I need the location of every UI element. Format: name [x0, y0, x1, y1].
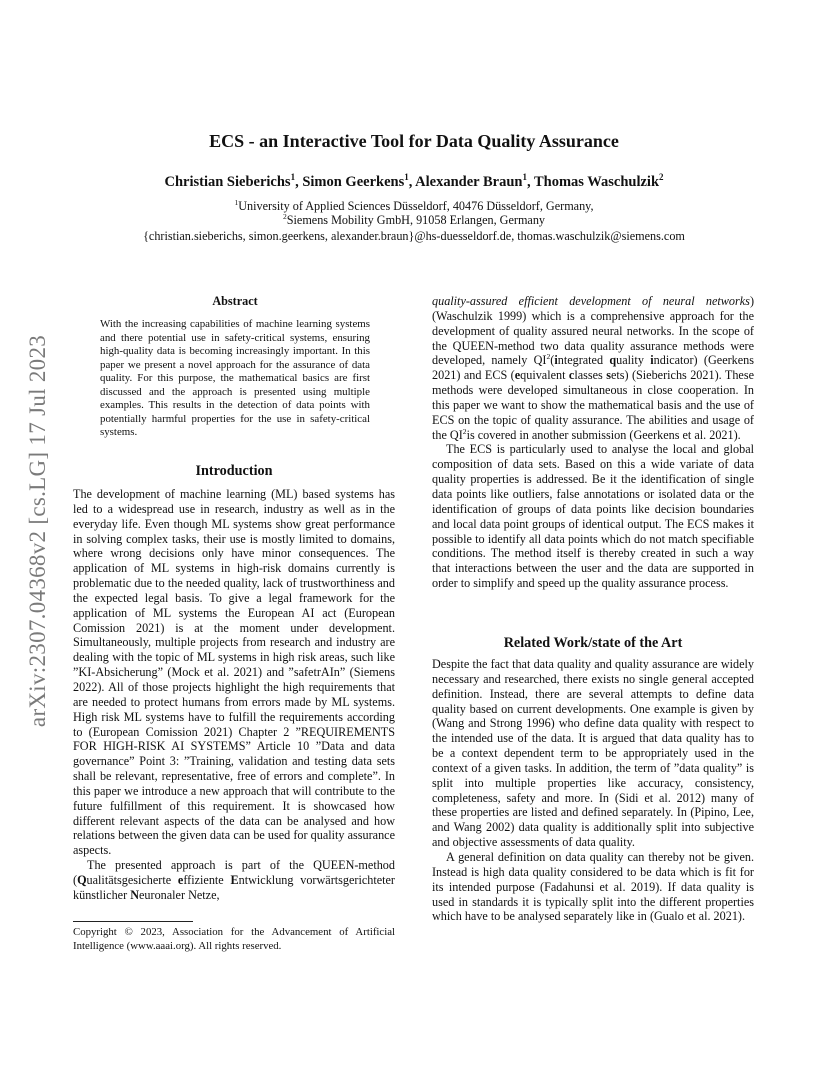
paper-title: ECS - an Interactive Tool for Data Quality Assurance	[209, 131, 619, 151]
text-run: ntwicklung vorwärtsgerichteter künstlicher	[73, 872, 395, 902]
abstract-text: With the increasing capabilities of machine learning systems and there potential use in safety-critical systems, ensuring high-quality data is becoming increasingly important. In this paper we present a novel approach for the assurance of data quality. For this purpose, the mathematical basics are first discussed and the approach is presented using multiple examples. This results in the detection of data points with potentially harmful properties for the use in safety-critical systems.	[100, 318, 370, 438]
affiliation-text: University of Applied Sciences Düsseldorf, 40476 Düsseldorf, Germany,	[238, 199, 594, 213]
affiliation-marker: 1	[290, 172, 296, 183]
bold-letter: e	[177, 872, 184, 887]
text-run: ffiziente	[183, 872, 231, 887]
bold-letter: e	[514, 368, 521, 383]
arxiv-stamp	[18, 296, 58, 766]
intro-paragraph-1: The development of machine learning (ML) based systems has led to a widespread use in research, industry as well as in the everyday life. Even though ML systems show great performance in solving complex tasks, their use is mostly limited to domains, where wrong decisions only have minor consequences. The application of ML systems in high-risk domains currently is problematic due to the needed quality, lack of trustworthiness and the expected legal basis. To give a legal framework for the application of ML systems the European AI act (European Comission 2021) is at the moment under development. Simultaneously, multiple projects from research and industry are dealing with the topic of ML systems in high risk areas, such like ”KI-Absicherung” (Mock et al. 2021) and ”safetrAIn” (Siemens 2022). All of those projects highlight the high requirements that are needed to protect humans from errors made by ML systems. High risk ML systems have to fulfill the requirements according to (European Comission 2021) Chapter 2 ”REQUIREMENTS FOR HIGH-RISK AI SYSTEMS” Article 10 ”Data and data governance” Point 3: ”Training, validation and testing data sets shall be relevant, representative, free of errors and complete”. In this paper we introduce a new approach that will contribute to the future fulfillment of this requirement. It is showcased how different relevant aspects of the data can be analysed and how relations between the given data can be used for quality assurance aspects.	[73, 487, 395, 858]
text-run: ualitätsgesicherte	[86, 872, 178, 887]
author-name: Christian Sieberichs	[164, 174, 291, 190]
arxiv-identifier: arXiv:2307.04368v2 [cs.LG] 17 Jul 2023	[25, 334, 50, 728]
author-name: Simon Geerkens	[302, 174, 405, 190]
text-run: (	[550, 353, 555, 368]
right-paragraph-2: The ECS is particularly used to analyse the local and global composition of data sets. Based on this a wide variate of data quality properties is addressed. Be it the identification of single data points like outliers, false annotations or isolated data or the identification of groups of data points like decision boundaries and local data point groups of identical output. The ECS makes it possible to identify all data points which do not match specifiable conditions. The method itself is thereby created in such a way that interactions between the user and the data are supported in order to simplify and speed up the quality assurance process.	[432, 442, 754, 591]
affiliation-marker: 2	[659, 172, 664, 183]
footnote-rule	[73, 921, 193, 922]
bold-letter: c	[568, 368, 575, 383]
affiliation-text: Siemens Mobility GmbH, 91058 Erlangen, Germany	[286, 213, 546, 227]
right-paragraph-1	[432, 294, 754, 442]
related-work-heading: Related Work/state of the Art	[503, 635, 683, 651]
related-paragraph-2: A general definition on data quality can thereby not be given. Instead is high data quality considered to be data which is fit for its intended purpose (Fadahunsi et al. 2019). If data quality is used in standards it is typically split into the different properties which have to be analysed separately like in (Gualo et al. 2021).	[432, 849, 754, 924]
left-column	[73, 487, 395, 903]
bold-letter: i	[554, 353, 558, 368]
bold-letter: Q	[77, 872, 87, 887]
text-run: uality	[616, 353, 644, 368]
text-run: euronaler Netze,	[139, 887, 220, 902]
related-paragraph-1: Despite the fact that data quality and quality assurance are widely necessary and researched, there exists no single general accepted definition. Instead, there are several attempts to define data quality based on current developments. One example is given by (Wang and Strong 1996) who define data quality with respect to the intended use of the data. It is argued that data quality has to be a context dependent term to be appropriately used in the context of a given tasks. In addition, the term of ”data quality” is split into multiple properties like accuracy, consistency, completeness, safety and more. In (Sidi et al. 2012) many of these properties are listed and defined separately. In (Pipino, Lee, and Wang 2002) data quality is additionally split into subjective and objective assessments of data quality.	[432, 657, 754, 850]
related-work-column	[432, 657, 754, 924]
copyright-footnote: Copyright © 2023, Association for the Advancement of Artificial Intelligence (www.aaai.org). All rights reserved.	[73, 926, 395, 952]
affiliation-1	[0, 199, 828, 214]
right-column	[432, 294, 754, 591]
superscript: 2	[462, 426, 467, 436]
affiliation-2	[0, 213, 828, 228]
abstract-heading: Abstract	[212, 294, 258, 308]
text-run: ) (Waschulzik 1999) which is a comprehensive approach for the development of quality assured neural networks. In the scope of the QUEEN-method two data quality assurance methods were developed, namely QI	[432, 294, 754, 368]
introduction-heading: Introduction	[195, 463, 273, 479]
bold-letter: s	[606, 368, 611, 383]
intro-paragraph-2	[73, 858, 395, 903]
bold-letter: q	[609, 353, 617, 368]
text-run: lasses	[574, 368, 607, 383]
author-list: Christian Sieberichs$^1$, Simon Geerkens$^1$, Alexander Braun$^1$, Thomas Waschulzik$^2$	[164, 172, 664, 190]
author-name: Alexander Braun	[415, 174, 523, 190]
affiliation-marker: 1	[404, 172, 409, 183]
text-run: ets) (Sieberichs 2021). These methods were developed simultaneous in close cooperation. In this paper we want to show the mathematical basis and the use of ECS on the topic of quality assurance. The abilities and usage of the QI	[432, 368, 754, 442]
text-run: is covered in another submission (Geerkens et al. 2021).	[466, 427, 741, 442]
superscript: 2	[546, 352, 551, 362]
text-run: ndicator) (Geerkens 2021) and ECS (	[432, 353, 754, 383]
affiliation-number: 2	[282, 211, 287, 221]
author-emails: {christian.sieberichs, simon.geerkens, alexander.braun}@hs-duesseldorf.de, thomas.waschulzik@siemens.com	[143, 229, 685, 243]
author-name: Thomas Waschulzik	[533, 174, 660, 190]
bold-letter: E	[230, 872, 239, 887]
text-run: quivalent	[520, 368, 569, 383]
bold-letter: i	[650, 353, 654, 368]
affiliation-marker: 1	[522, 172, 527, 183]
italic-run: quality-assured efficient development of neural networks	[432, 294, 750, 308]
text-run: ntegrated	[557, 353, 610, 368]
text-run: The presented approach is part of the QUEEN-method (	[73, 858, 395, 887]
bold-letter: N	[130, 887, 140, 902]
affiliation-number: 1	[234, 197, 239, 207]
